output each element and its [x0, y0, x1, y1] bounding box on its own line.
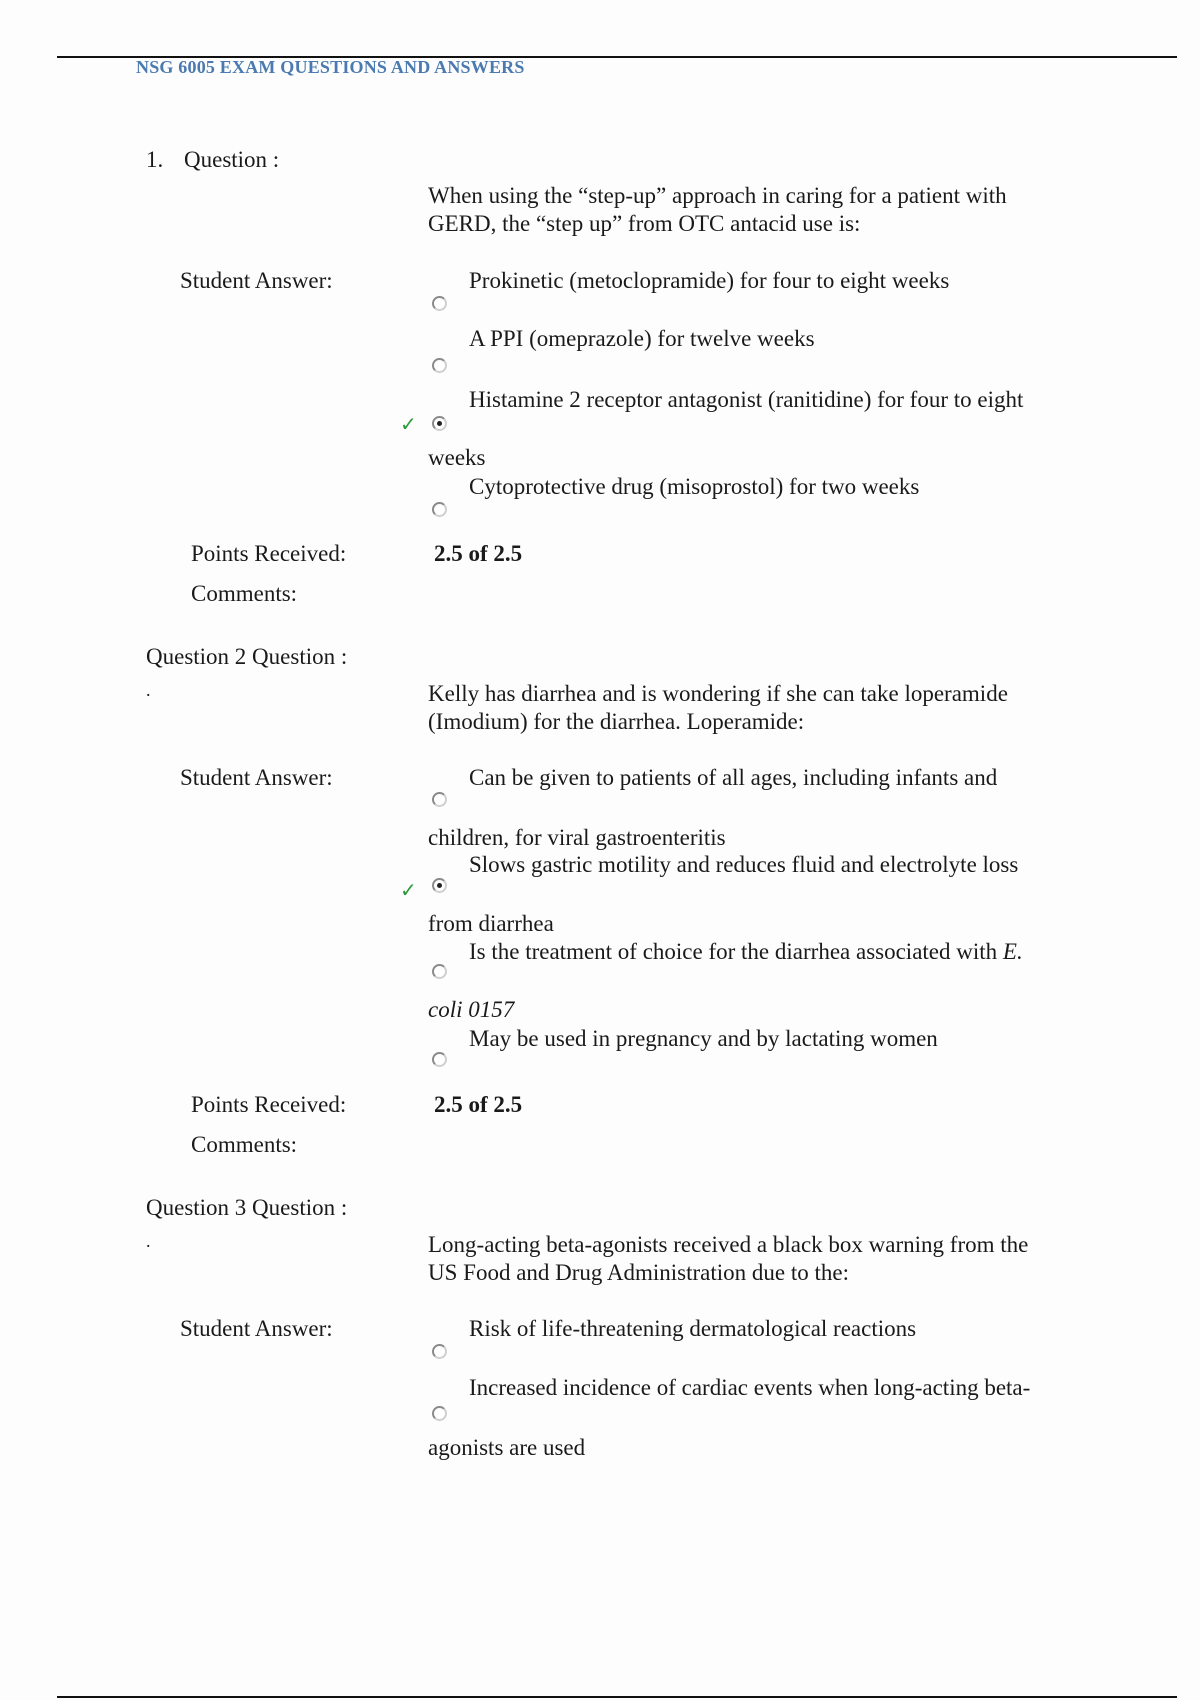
answer-option-text: A PPI (omeprazole) for twelve weeks: [469, 326, 815, 351]
radio-icon[interactable]: [432, 358, 447, 373]
question-stem-line: When using the “step-up” approach in caring for a patient with: [428, 183, 1007, 208]
answer-option-text: Can be given to patients of all ages, including infants and: [469, 765, 998, 790]
answer-option-text: [469, 938, 1023, 966]
answer-option-text: agonists are used: [428, 1435, 586, 1460]
question-stem-line: (Imodium) for the diarrhea. Loperamide:: [428, 709, 805, 734]
answer-option-text: May be used in pregnancy and by lactating women: [469, 1026, 938, 1051]
radio-icon-selected[interactable]: [432, 878, 447, 893]
student-answer-label: Student Answer:: [180, 268, 333, 293]
points-value: 2.5 of 2.5: [434, 541, 523, 566]
radio-icon[interactable]: [432, 1406, 447, 1421]
option-text-part: Is the treatment of choice for the diarrhea associated with: [469, 939, 998, 964]
question-heading: Question :: [184, 147, 280, 172]
comments-label: Comments:: [191, 581, 298, 606]
radio-icon[interactable]: [432, 1052, 447, 1067]
option-text-italic: E.: [1002, 939, 1023, 964]
answer-option-text: from diarrhea: [428, 911, 554, 936]
answer-option-text: coli 0157: [428, 997, 515, 1022]
radio-icon[interactable]: [432, 792, 447, 807]
question-stem-line: Long-acting beta-agonists received a black box warning from the: [428, 1232, 1029, 1257]
radio-icon[interactable]: [432, 296, 447, 311]
answer-option-text: weeks: [428, 445, 486, 470]
points-received-label: Points Received:: [191, 541, 347, 566]
answer-option-text: Slows gastric motility and reduces fluid and electrolyte loss: [469, 852, 1019, 877]
answer-option-text: Cytoprotective drug (misoprostol) for two weeks: [469, 474, 920, 499]
comments-label: Comments:: [191, 1132, 298, 1157]
student-answer-label: Student Answer:: [180, 1316, 333, 1341]
question-heading-dot: .: [146, 1231, 151, 1251]
correct-checkmark-icon: ✓: [400, 878, 417, 902]
radio-icon[interactable]: [432, 502, 447, 517]
student-answer-label: Student Answer:: [180, 765, 333, 790]
question-heading-dot: .: [146, 680, 151, 700]
question-heading: Question 2 Question :: [146, 644, 348, 669]
radio-icon[interactable]: [432, 964, 447, 979]
points-received-label: Points Received:: [191, 1092, 347, 1117]
question-stem-line: US Food and Drug Administration due to the:: [428, 1260, 850, 1285]
radio-icon-selected[interactable]: [432, 416, 447, 431]
answer-option-text: children, for viral gastroenteritis: [428, 825, 726, 850]
question-heading: Question 3 Question :: [146, 1195, 348, 1220]
page-header: NSG 6005 EXAM QUESTIONS AND ANSWERS: [136, 57, 525, 77]
points-value: 2.5 of 2.5: [434, 1092, 523, 1117]
answer-option-text: Increased incidence of cardiac events when long-acting beta-: [469, 1375, 1031, 1400]
radio-icon[interactable]: [432, 1344, 447, 1359]
question-number: 1.: [146, 147, 164, 172]
answer-option-text: Risk of life-threatening dermatological reactions: [469, 1316, 917, 1341]
bottom-rule: [57, 1696, 1177, 1698]
question-stem-line: Kelly has diarrhea and is wondering if she can take loperamide: [428, 681, 1008, 706]
answer-option-text: Prokinetic (metoclopramide) for four to eight weeks: [469, 268, 950, 293]
question-stem-line: GERD, the “step up” from OTC antacid use is:: [428, 211, 861, 236]
answer-option-text: Histamine 2 receptor antagonist (ranitidine) for four to eight: [469, 387, 1024, 412]
correct-checkmark-icon: ✓: [400, 412, 417, 436]
